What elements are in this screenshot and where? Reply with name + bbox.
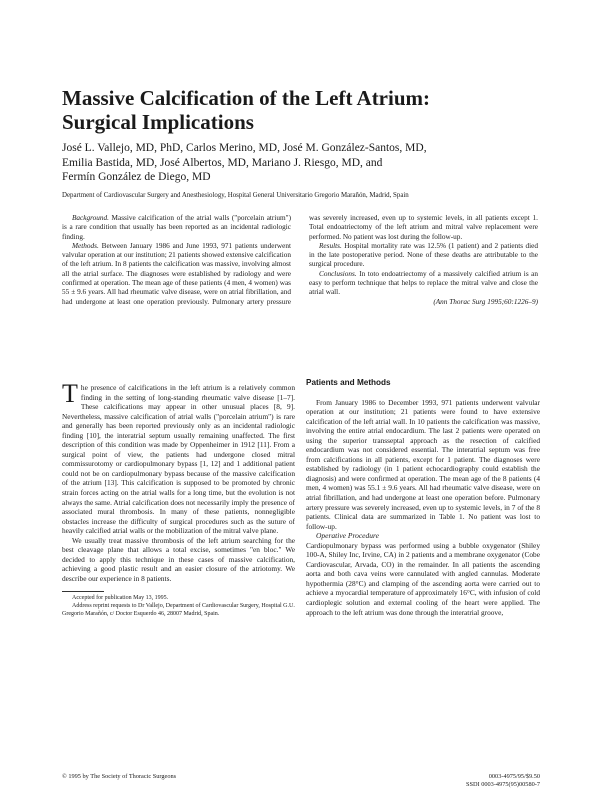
- abstract: [62, 214, 538, 307]
- abstract-conclusions: [309, 270, 538, 298]
- abstract-background-text: Massive calcification of the atrial walls ("porcelain atrium") is a rare condition that usually has been reported as an incidental radiologic finding.: [62, 214, 292, 241]
- copyright-notice: © 1995 by The Society of Thoracic Surgeons: [62, 773, 177, 780]
- right-column: [306, 378, 540, 617]
- ssdi-code: SSDI 0003-4975(95)00580-7: [466, 781, 540, 788]
- author-list: [62, 141, 572, 185]
- intro-paragraph-2: We usually treat massive thrombosis of the left atrium searching for the best cleavage plane that allows a total excise, sometimes "en bloc." We decided to apply this technique in these cases of massive calcification, achieving a good plastic result and an easier closure of the atriotomy. We describe our experience in 8 patients.: [62, 535, 295, 583]
- affiliation: Department of Cardiovascular Surgery and Anesthesiology, Hospital General Universitario Gregorio Marañón, Madrid, Spain: [62, 192, 409, 199]
- footnote-accepted: Accepted for publication May 13, 1995.: [72, 595, 169, 602]
- title-line-1: Massive Calcification of the Left Atrium:: [62, 86, 431, 110]
- abstract-results-head: Results.: [319, 241, 342, 250]
- abstract-background: [62, 214, 291, 242]
- abstract-conclusions-text: In toto endoatriectomy of a massively calcified atrium is an easy to perform technique that helps to replace the mitral valve and close the atrial wall.: [309, 269, 538, 297]
- abstract-background-head: Background.: [72, 214, 109, 222]
- issn-block: [466, 773, 540, 789]
- footnote-rule: [62, 591, 104, 592]
- authors-line-1: José L. Vallejo, MD, PhD, Carlos Merino, MD, José M. González-Santos, MD,: [62, 142, 427, 154]
- issn-price: 0003-4975/95/$9.50: [488, 773, 540, 780]
- left-column: [62, 379, 295, 618]
- authors-line-3: Fermín González de Diego, MD: [62, 171, 211, 183]
- abstract-methods-text: Between January 1986 and June 1993, 971 patients underwent valvular operation at our institution; 21 patients showed extensive calcification of the left atrium. In 8 patients the calcification was massive, involving almost all the atrial surface. The diagnoses were established by radiology and were confirmed at operation. The mean age of these patients (4 men, 4 women) was 55 ± 9.6 years. All had rheumatic valve disease, were on atrial fibrillation, and had undergone at least one operation previously. Pulmonary artery pressure was severely increased, even up to systemic levels, in all patients except 1. Total endoatriectomy of the left atrium and mitral valve replacement were performed. No patient was lost during the follow-up.: [62, 214, 538, 306]
- drop-cap: T: [62, 379, 78, 408]
- intro-paragraph-1-text: he presence of calcifications in the left atrium is a relatively common finding in the setting of long-standing rheumatic valve disease [1–7]. These calcifications may appear in other unusual places [8, 9]. Nevertheless, massive calcification of atrial walls ("porcelain atrium") is rare and generally has been reported previously only as an incidental radiologic finding [10], the interatrial septum usually remaining unaffected. The first description of this condition was made by Oppenheimer in 1912 [11]. From a surgical point of view, the patients had undergone closed mitral commissurotomy or cardiopulmonary bypass [1, 12] and 1 additional patient could not be on cardiopulmonary bypass because of the massive calcification of the atrium [13]. This calcification is supposed to be promoted by chronic strain forces acting on the atrial walls for a long time, but the evolution is not always the same. Atrial calcification does not necessarily imply the presence of associated mural thrombosis. In many of these patients, nonnegligible obstacles increase the difficulty of surgical procedures such as the suture of heavily calcified atrial walls or the mobilization of the mitral valve plane.: [62, 383, 295, 536]
- abstract-results: [309, 242, 538, 270]
- subsection-heading: Operative Procedure: [316, 531, 379, 541]
- title-line-2: Surgical Implications: [62, 110, 254, 134]
- abstract-methods-head: Methods.: [72, 241, 99, 250]
- intro-paragraph-1: [62, 379, 295, 536]
- authors-line-2: Emilia Bastida, MD, José Albertos, MD, Mariano J. Riesgo, MD, and: [62, 156, 383, 169]
- article-title: [62, 86, 562, 134]
- methods-paragraph-1: From January 1986 to December 1993, 971 patients underwent valvular operation at our institution; 21 patients were found to have extensive calcification of the left atrial wall. In 10 patients the calcification was massive, involving the entire atrial endocardium. The last 2 patients were operated on using the superior transseptal approach as the resection of calcified endocardium was not considered essential. The interatrial septum was free from calcifications in all patients, except for 1 patient. The diagnoses were established by radiology (in 1 patient echocardiography could establish the diagnosis) and were confirmed at operation. The mean age of the 8 patients (4 men, 4 women) was 55.1 ± 9.6 years. All had rheumatic valve disease, were on atrial fibrillation, and had undergone at least one operation before. Pulmonary artery pressure was severely increased, even up to systemic levels, in 7 of the 8 patients. Clinical data are summarized in Table 1. No patient was lost to follow-up.: [306, 397, 540, 531]
- abstract-citation: (Ann Thorac Surg 1995;60:1226–9): [433, 297, 538, 306]
- methods-paragraph-2: Cardiopulmonary bypass was performed using a bubble oxygenator (Shiley 100-A, Shiley Inc, Irvine, CA) in 2 patients and a membrane oxygenator (Cobe Cardiovascular, Arvada, CO) in the remainder. In all patients the ascending aorta and both cava veins were cannulated with angled cannulas. Moderate hypothermia (28°C) and clamping of the ascending aorta were carried out to achieve a myocardial temperature of approximately 16°C, with infusion of cold cardioplegic solution and external cooling of the heart were applied. The approach to the left atrium was done through the interatrial groove,: [306, 540, 540, 617]
- abstract-results-text: Hospital mortality rate was 12.5% (1 patient) and 2 patients died in the late postoperative period. None of these deaths are attributable to the surgical procedure.: [309, 241, 538, 269]
- section-heading: Patients and Methods: [306, 378, 391, 387]
- abstract-conclusions-head: Conclusions.: [319, 269, 357, 278]
- footnote-address: Address reprint requests to Dr Vallejo, Department of Cardiovascular Surgery, Hospital G.U. Gregorio Marañón, c/ Doctor Esquerdo 46, 28007 Madrid, Spain.: [62, 603, 295, 617]
